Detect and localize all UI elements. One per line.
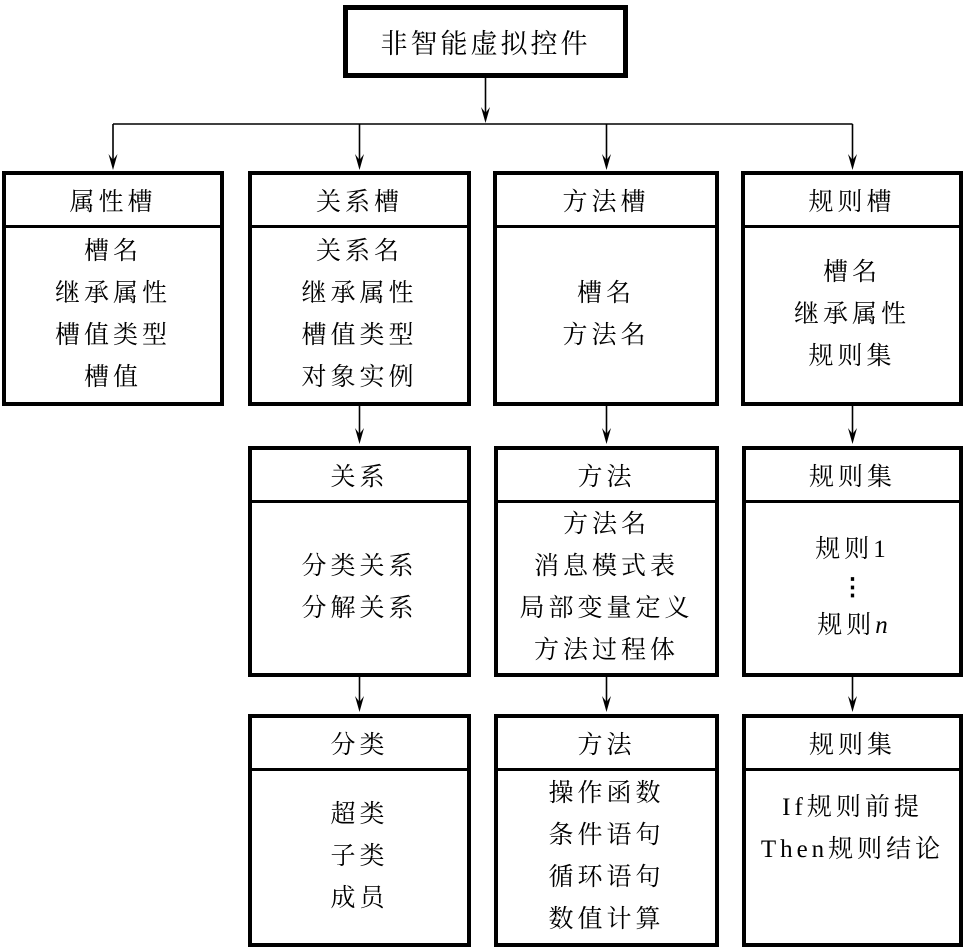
vertical-ellipsis: ⋮ <box>840 575 865 601</box>
node-root <box>343 5 628 78</box>
node-root-title: 非智能虚拟控件 <box>380 29 591 59</box>
node-item: 局部变量定义 <box>519 595 694 622</box>
node-item: 方法名 <box>562 511 650 538</box>
node-item: 条件语句 <box>548 822 665 849</box>
node-classification-header: 分类 <box>252 718 467 771</box>
node-rule-set-header: 规则集 <box>746 450 959 503</box>
node-rule-set-detail-header: 规则集 <box>746 718 959 771</box>
node-item: 规则集 <box>808 343 896 370</box>
node-item: 槽值 <box>83 364 142 391</box>
node-rule-slot-header: 规则槽 <box>745 175 959 228</box>
node-item: 槽名 <box>822 259 881 286</box>
node-rule-set <box>742 446 963 677</box>
node-item: 继承属性 <box>793 301 910 328</box>
node-rule-set-detail <box>742 714 963 947</box>
node-attribute-slot-header: 属性槽 <box>6 175 220 228</box>
node-relation-header: 关系 <box>252 450 467 503</box>
node-item: 槽值类型 <box>54 322 171 349</box>
node-item: 槽名 <box>576 280 635 307</box>
node-item: If规则前提 <box>782 794 923 821</box>
node-method-slot <box>493 171 719 406</box>
node-classification <box>248 714 471 947</box>
node-method-slot-header: 方法槽 <box>497 175 715 228</box>
node-item: 关系名 <box>315 238 403 265</box>
node-item: 方法过程体 <box>533 637 679 664</box>
node-item: 数值计算 <box>548 906 665 933</box>
node-item: 子类 <box>330 843 389 870</box>
node-item: 消息模式表 <box>533 553 679 580</box>
node-attribute-slot <box>2 171 224 406</box>
node-relation-slot <box>248 171 471 406</box>
node-method-def-header: 方法 <box>498 450 715 503</box>
node-item: 超类 <box>330 801 389 828</box>
node-item: 分类关系 <box>301 553 418 580</box>
node-rule-slot <box>741 171 963 406</box>
node-item: 槽名 <box>83 238 142 265</box>
node-item: 方法名 <box>562 322 650 349</box>
node-item: 分解关系 <box>301 595 418 622</box>
node-item: Then规则结论 <box>760 836 945 863</box>
node-item: 继承属性 <box>54 280 171 307</box>
node-method-body-header: 方法 <box>498 718 715 771</box>
node-item: 规则1 <box>815 536 890 563</box>
node-item: 成员 <box>330 885 389 912</box>
node-item: 循环语句 <box>548 864 665 891</box>
node-method-body <box>494 714 719 947</box>
node-method-def <box>494 446 719 677</box>
node-relation-slot-header: 关系槽 <box>252 175 467 228</box>
node-item-rule-n: 规则n <box>817 612 888 639</box>
node-item: 槽值类型 <box>301 322 418 349</box>
node-relation <box>248 446 471 677</box>
node-item: 对象实例 <box>301 364 418 391</box>
node-item: 操作函数 <box>548 780 665 807</box>
variable-n: n <box>875 612 888 639</box>
node-item: 继承属性 <box>301 280 418 307</box>
